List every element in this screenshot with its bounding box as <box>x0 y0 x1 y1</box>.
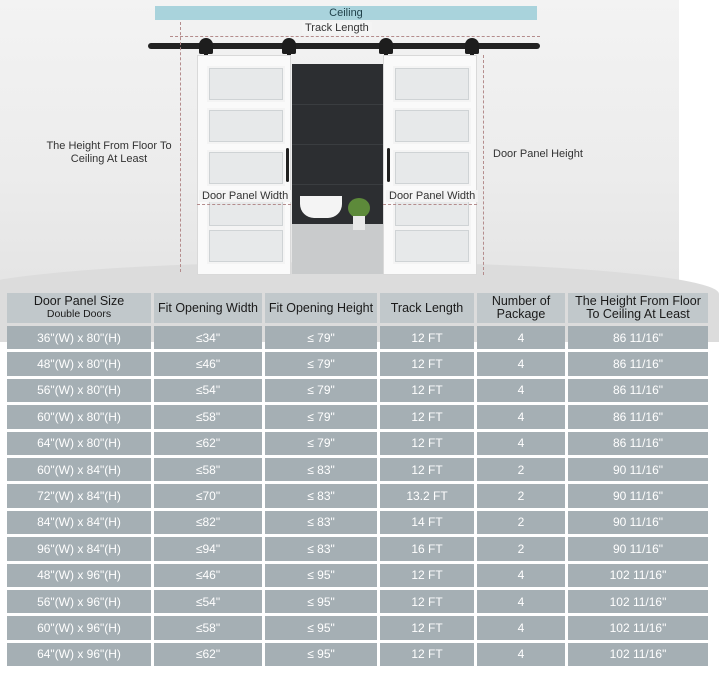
cell-width: ≤54" <box>154 590 262 613</box>
cell-track: 12 FT <box>380 405 474 428</box>
table-row <box>7 405 708 428</box>
header-number-of-package: Number of Package <box>477 293 565 323</box>
cell-ceiling: 86 11/16" <box>568 326 708 349</box>
cell-track: 13.2 FT <box>380 484 474 507</box>
header-min-ceiling-height: The Height From Floor To Ceiling At Least <box>568 293 708 323</box>
table-row <box>7 326 708 349</box>
product-diagram <box>0 0 679 290</box>
cell-width: ≤58" <box>154 405 262 428</box>
cell-width: ≤62" <box>154 432 262 455</box>
cell-width: ≤58" <box>154 616 262 639</box>
table-row <box>7 537 708 560</box>
cell-package: 4 <box>477 326 565 349</box>
left-panel-width-label: Door Panel Width <box>199 190 291 202</box>
cell-track: 12 FT <box>380 564 474 587</box>
cell-height: ≤ 79" <box>265 379 377 402</box>
ceiling-height-line <box>180 22 181 272</box>
door-panel-height-label: Door Panel Height <box>493 148 583 160</box>
table-row <box>7 616 708 639</box>
cell-track: 12 FT <box>380 379 474 402</box>
cell-track: 14 FT <box>380 511 474 534</box>
cell-ceiling: 86 11/16" <box>568 432 708 455</box>
header-size-sublabel: Double Doors <box>46 308 112 320</box>
door-handle <box>387 148 390 182</box>
door-height-line <box>483 55 484 275</box>
cell-height: ≤ 95" <box>265 564 377 587</box>
cell-ceiling: 90 11/16" <box>568 484 708 507</box>
cell-package: 4 <box>477 616 565 639</box>
cell-width: ≤70" <box>154 484 262 507</box>
bathtub-illustration <box>300 196 342 218</box>
cell-track: 12 FT <box>380 616 474 639</box>
cell-package: 4 <box>477 405 565 428</box>
cell-track: 16 FT <box>380 537 474 560</box>
cell-package: 4 <box>477 564 565 587</box>
cell-ceiling: 102 11/16" <box>568 590 708 613</box>
cell-size: 36"(W) x 80"(H) <box>7 326 151 349</box>
table-row <box>7 458 708 481</box>
table-row <box>7 352 708 375</box>
cell-width: ≤58" <box>154 458 262 481</box>
doorway-opening <box>292 64 384 274</box>
cell-height: ≤ 79" <box>265 405 377 428</box>
plant-illustration <box>348 198 370 218</box>
cell-package: 2 <box>477 511 565 534</box>
plant-pot <box>353 216 365 230</box>
cell-ceiling: 90 11/16" <box>568 511 708 534</box>
cell-height: ≤ 83" <box>265 484 377 507</box>
cell-height: ≤ 95" <box>265 590 377 613</box>
cell-width: ≤46" <box>154 352 262 375</box>
right-panel-width-label: Door Panel Width <box>386 190 478 202</box>
cell-track: 12 FT <box>380 590 474 613</box>
cell-package: 4 <box>477 432 565 455</box>
cell-size: 64"(W) x 80"(H) <box>7 432 151 455</box>
cell-ceiling: 86 11/16" <box>568 352 708 375</box>
track-length-label: Track Length <box>302 22 372 34</box>
cell-width: ≤62" <box>154 643 262 666</box>
table-header-row <box>7 293 708 323</box>
cell-ceiling: 102 11/16" <box>568 643 708 666</box>
cell-ceiling: 86 11/16" <box>568 379 708 402</box>
cell-height: ≤ 83" <box>265 511 377 534</box>
cell-package: 4 <box>477 352 565 375</box>
table-row <box>7 511 708 534</box>
cell-package: 4 <box>477 379 565 402</box>
track-length-line <box>170 36 540 37</box>
door-handle <box>286 148 289 182</box>
cell-size: 48"(W) x 96"(H) <box>7 564 151 587</box>
roller-hanger <box>199 38 213 54</box>
header-size-label: Door Panel Size <box>33 294 125 308</box>
header-door-panel-size <box>7 293 151 323</box>
cell-ceiling: 90 11/16" <box>568 458 708 481</box>
cell-size: 56"(W) x 80"(H) <box>7 379 151 402</box>
cell-size: 64"(W) x 96"(H) <box>7 643 151 666</box>
header-track-length: Track Length <box>380 293 474 323</box>
cell-height: ≤ 79" <box>265 326 377 349</box>
cell-width: ≤54" <box>154 379 262 402</box>
table-row <box>7 564 708 587</box>
ceiling-label: Ceiling <box>155 6 537 20</box>
cell-size: 84"(W) x 84"(H) <box>7 511 151 534</box>
roller-hanger <box>379 38 393 54</box>
cell-ceiling: 102 11/16" <box>568 564 708 587</box>
cell-width: ≤94" <box>154 537 262 560</box>
cell-package: 4 <box>477 590 565 613</box>
right-door-panel <box>383 55 477 275</box>
cell-height: ≤ 83" <box>265 458 377 481</box>
roller-hanger <box>465 38 479 54</box>
roller-hanger <box>282 38 296 54</box>
cell-height: ≤ 79" <box>265 352 377 375</box>
cell-size: 60"(W) x 80"(H) <box>7 405 151 428</box>
right-width-line <box>383 204 477 205</box>
cell-height: ≤ 83" <box>265 537 377 560</box>
cell-size: 48"(W) x 80"(H) <box>7 352 151 375</box>
cell-width: ≤46" <box>154 564 262 587</box>
size-spec-table <box>4 290 711 669</box>
table-row <box>7 379 708 402</box>
cell-width: ≤82" <box>154 511 262 534</box>
cell-track: 12 FT <box>380 352 474 375</box>
cell-track: 12 FT <box>380 643 474 666</box>
cell-ceiling: 86 11/16" <box>568 405 708 428</box>
table-row <box>7 484 708 507</box>
cell-size: 60"(W) x 96"(H) <box>7 616 151 639</box>
cell-track: 12 FT <box>380 432 474 455</box>
cell-track: 12 FT <box>380 458 474 481</box>
cell-ceiling: 102 11/16" <box>568 616 708 639</box>
cell-height: ≤ 95" <box>265 616 377 639</box>
left-door-panel <box>197 55 291 275</box>
table-row <box>7 590 708 613</box>
cell-width: ≤34" <box>154 326 262 349</box>
cell-package: 2 <box>477 484 565 507</box>
table-row <box>7 432 708 455</box>
cell-ceiling: 90 11/16" <box>568 537 708 560</box>
cell-size: 72"(W) x 84"(H) <box>7 484 151 507</box>
cell-size: 60"(W) x 84"(H) <box>7 458 151 481</box>
cell-track: 12 FT <box>380 326 474 349</box>
cell-height: ≤ 79" <box>265 432 377 455</box>
floor-to-ceiling-label: The Height From Floor To Ceiling At Least <box>46 140 172 165</box>
header-fit-opening-width: Fit Opening Width <box>154 293 262 323</box>
cell-size: 56"(W) x 96"(H) <box>7 590 151 613</box>
cell-size: 96"(W) x 84"(H) <box>7 537 151 560</box>
left-width-line <box>197 204 291 205</box>
cell-package: 2 <box>477 458 565 481</box>
cell-package: 2 <box>477 537 565 560</box>
cell-height: ≤ 95" <box>265 643 377 666</box>
cell-package: 4 <box>477 643 565 666</box>
table-row <box>7 643 708 666</box>
header-fit-opening-height: Fit Opening Height <box>265 293 377 323</box>
